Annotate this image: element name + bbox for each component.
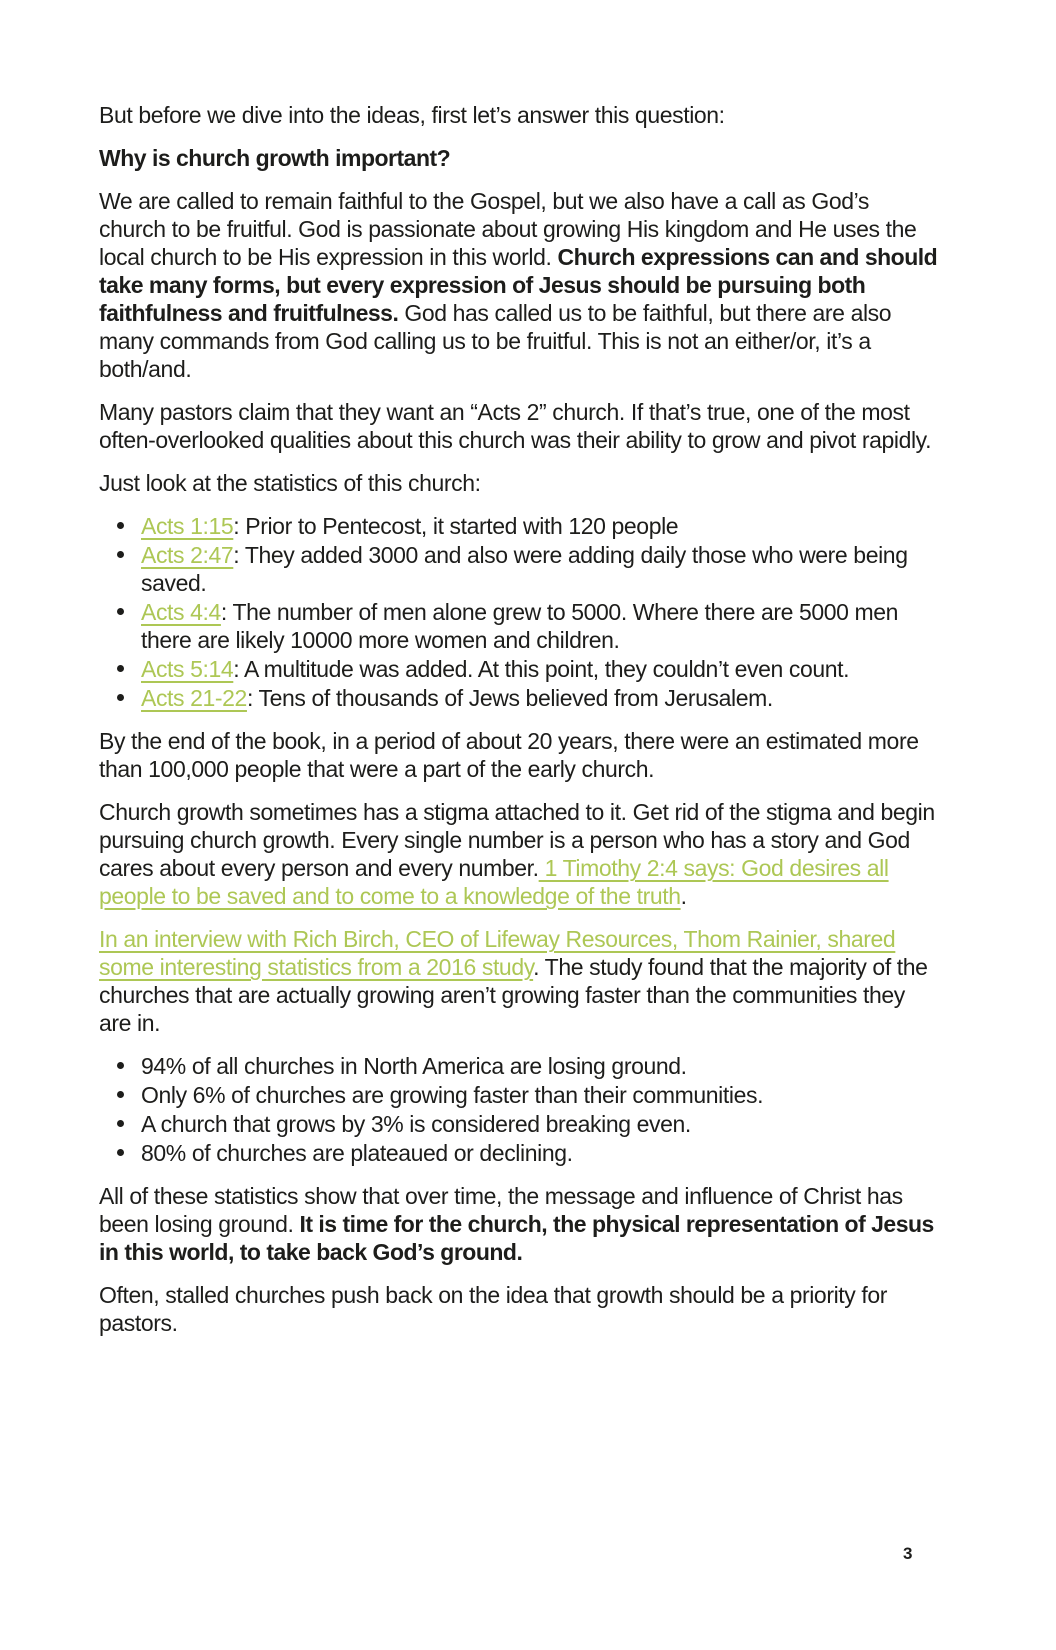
text-run: Church growth sometimes has a stigma attached to it. Get rid of the stigma and begin pursuing church growth. Every single number is a person who has a story and God cares about every person and every number.: [99, 799, 935, 881]
faithful-fruitful-paragraph: [99, 187, 939, 383]
acts-5-14-item: [141, 655, 939, 683]
stat-80-percent-item: [141, 1139, 939, 1167]
text-run: 94% of all churches in North America are losing ground.: [141, 1053, 687, 1079]
bold-text: Church expressions can and should take many forms, but every expression of Jesus should be pursuing both faithfulness and fruitfulness.: [99, 244, 938, 326]
page-content: [99, 101, 939, 1352]
text-run: : Prior to Pentecost, it started with 120 people: [233, 513, 679, 539]
text-run: : Tens of thousands of Jews believed from Jerusalem.: [246, 685, 773, 711]
stalled-churches-paragraph: [99, 1281, 939, 1337]
text-run: We are called to remain faithful to the Gospel, but we also have a call as God’s church to be fruitful. God is passionate about growing His kingdom and He uses the local church to be His expression in this world.: [99, 188, 917, 270]
text-run: But before we dive into the ideas, first let’s answer this question:: [99, 102, 725, 128]
text-run: Many pastors claim that they want an “Acts 2” church. If that’s true, one of the most often-overlooked qualities about this church was their ability to grow and pivot rapidly.: [99, 399, 932, 453]
acts-5-14-link[interactable]: Acts 5:14: [141, 656, 234, 682]
text-run: . The study found that the majority of the churches that are actually growing aren’t growing faster than the communities they are in.: [99, 954, 928, 1036]
church-decline-statistics-list: [99, 1052, 939, 1167]
acts-4-4-link[interactable]: Acts 4:4: [141, 599, 221, 625]
why-church-growth-heading: [99, 144, 939, 172]
bold-text: Why is church growth important?: [99, 145, 451, 171]
acts-2-church-paragraph: [99, 398, 939, 454]
text-run: Often, stalled churches push back on the idea that growth should be a priority for pastors.: [99, 1282, 888, 1336]
timothy-2-4-link[interactable]: 1 Timothy 2:4 says: God desires all people to be saved and to come to a knowledge of the truth: [99, 855, 889, 909]
text-run: Just look at the statistics of this church:: [99, 470, 481, 496]
statistics-intro-paragraph: [99, 469, 939, 497]
text-run: : They added 3000 and also were adding daily those who were being saved.: [141, 542, 908, 596]
intro-question-paragraph: [99, 101, 939, 129]
end-of-book-paragraph: [99, 727, 939, 783]
acts-21-22-item: [141, 684, 939, 712]
stat-3-percent-item: [141, 1110, 939, 1138]
stat-94-percent-item: [141, 1052, 939, 1080]
text-run: 80% of churches are plateaued or declining.: [141, 1140, 573, 1166]
bold-text: It is time for the church, the physical representation of Jesus in this world, to take back God’s ground.: [99, 1211, 934, 1265]
acts-1-15-item: [141, 512, 939, 540]
text-run: God has called us to be faithful, but there are also many commands from God calling us to be fruitful. This is not an either/or, it’s a both/and.: [99, 300, 892, 382]
text-run: A church that grows by 3% is considered breaking even.: [141, 1111, 691, 1137]
acts-2-47-item: [141, 541, 939, 597]
acts-2-47-link[interactable]: Acts 2:47: [141, 542, 234, 568]
acts-1-15-link[interactable]: Acts 1:15: [141, 513, 234, 539]
page-number: 3: [903, 1544, 913, 1563]
text-run: : A multitude was added. At this point, they couldn’t even count.: [233, 656, 850, 682]
stigma-paragraph: [99, 798, 939, 910]
stat-6-percent-item: [141, 1081, 939, 1109]
text-run: By the end of the book, in a period of about 20 years, there were an estimated more than 100,000 people that were a part of the early church.: [99, 728, 919, 782]
text-run: : The number of men alone grew to 5000. Where there are 5000 men there are likely 10000 more women and children.: [141, 599, 899, 653]
acts-4-4-item: [141, 598, 939, 654]
interview-paragraph: [99, 925, 939, 1037]
interview-2016-study-link[interactable]: In an interview with Rich Birch, CEO of Lifeway Resources, Thom Rainier, shared some interesting statistics from a 2016 study: [99, 926, 896, 980]
text-run: .: [680, 883, 687, 909]
take-back-ground-paragraph: [99, 1182, 939, 1266]
acts-statistics-list: [99, 512, 939, 712]
text-run: All of these statistics show that over time, the message and influence of Christ has been losing ground.: [99, 1183, 903, 1237]
acts-21-22-link[interactable]: Acts 21-22: [141, 685, 247, 711]
text-run: Only 6% of churches are growing faster than their communities.: [141, 1082, 764, 1108]
